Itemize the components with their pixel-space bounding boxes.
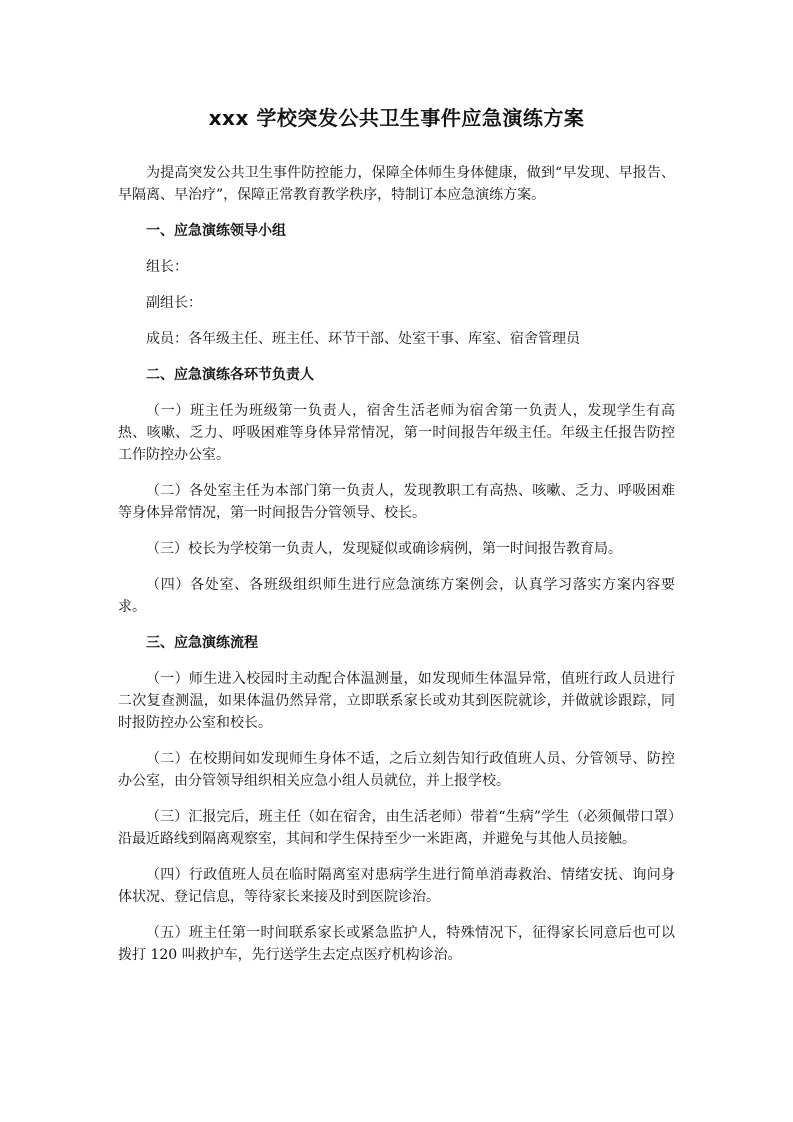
section-heading-responsibility: 二、应急演练各环节负责人 [146,367,314,383]
procedure-item-3: （三）汇报完后，班主任（如在宿舍，由生活老师）带着“生病”学生（必须佩带口罩）沿最近路线到隔离观察室，其间和学生保持至少一米距离，并避免与其他人员接触。 [118,809,675,847]
section-heading-leadership: 一、应急演练领导小组 [146,223,286,239]
procedure-item-1: （一）师生进入校园时主动配合体温测量，如发现师生体温异常，值班行政人员进行二次复查测温，如果体温仍然异常，立即联系家长或劝其到医院就诊，并做就诊跟踪，同时报防控办公室和校长。 [118,671,675,731]
leader-line: 组长： [146,259,188,275]
responsibility-item-4: （四）各处室、各班级组织师生进行应急演练方案例会，认真学习落实方案内容要求。 [118,577,675,615]
deputy-line: 副组长： [146,295,202,311]
intro-paragraph: 为提高突发公共卫生事件防控能力，保障全体师生身体健康，做到“早发现、早报告、早隔离、早治疗”，保障正常教育教学秩序，特制订本应急演练方案。 [118,165,675,203]
members-line: 成员：各年级主任、班主任、环节干部、处室干事、库室、宿舍管理员 [146,331,580,347]
procedure-item-4: （四）行政值班人员在临时隔离室对患病学生进行简单消毒救治、情绪安抚、询问身体状况、登记信息，等待家长来接及时到医院诊治。 [118,867,675,905]
responsibility-item-2: （二）各处室主任为本部门第一负责人，发现教职工有高热、咳嗽、乏力、呼吸困难等身体异常情况，第一时间报告分管领导、校长。 [118,483,675,521]
responsibility-item-1: （一）班主任为班级第一负责人，宿舍生活老师为宿舍第一负责人，发现学生有高热、咳嗽、乏力、呼吸困难等身体异常情况，第一时间报告年级主任。年级主任报告防控工作防控办公室。 [118,403,675,463]
section-heading-procedure: 三、应急演练流程 [146,635,258,651]
responsibility-item-3: （三）校长为学校第一负责人，发现疑似或确诊病例，第一时间报告教育局。 [146,541,622,557]
document-title: xxx 学校突发公共卫生事件应急演练方案 [208,106,585,130]
procedure-item-5: （五）班主任第一时间联系家长或紧急监护人，特殊情况下，征得家长同意后也可以拨打 120 叫救护车，先行送学生去定点医疗机构诊治。 [118,925,675,963]
procedure-item-2: （二）在校期间如发现师生身体不适，之后立刻告知行政值班人员、分管领导、防控办公室，由分管领导组织相关应急小组人员就位，并上报学校。 [118,751,675,789]
